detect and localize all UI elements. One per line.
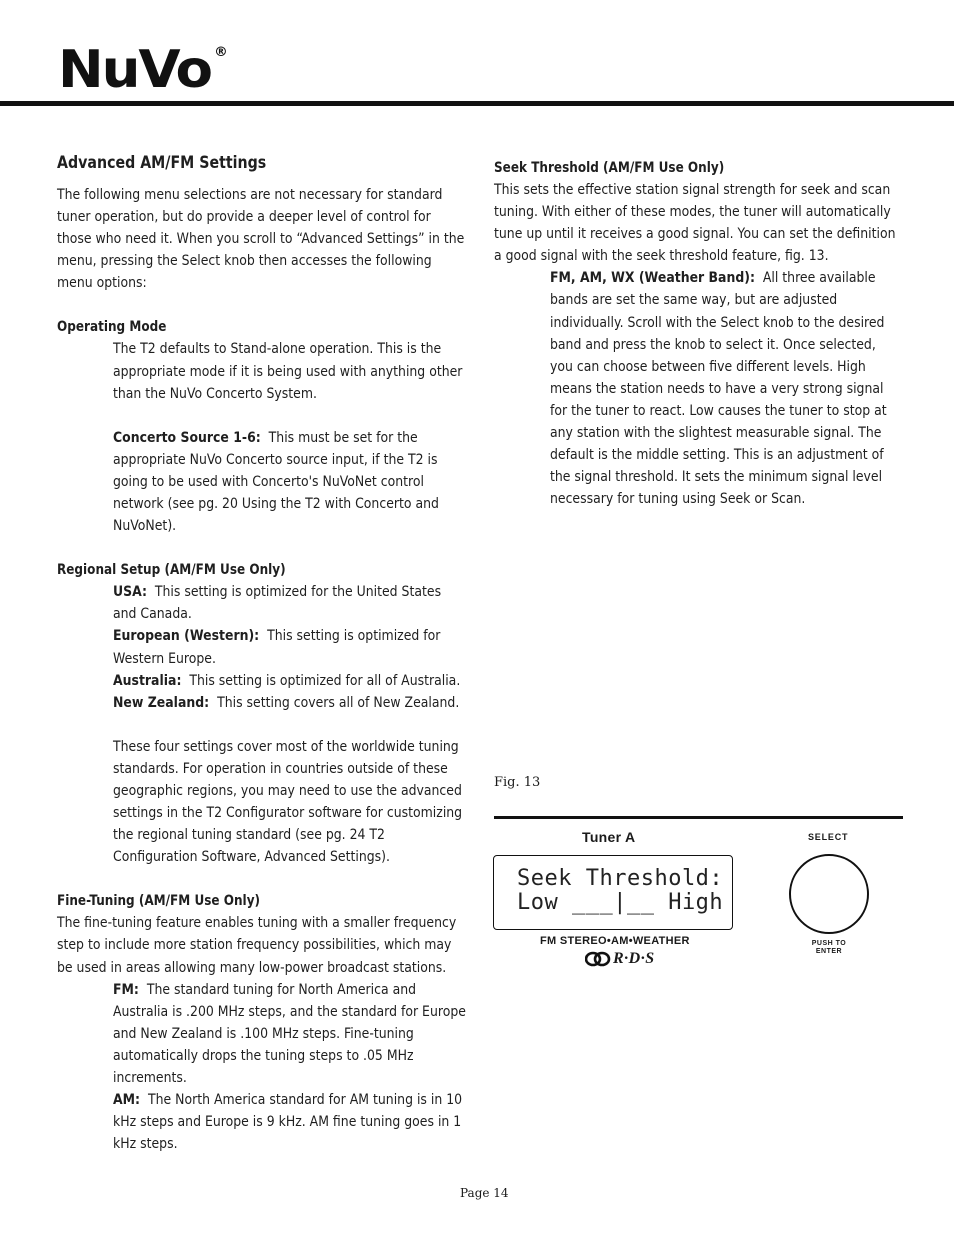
am-label: AM:	[113, 1092, 141, 1109]
seek-threshold-heading: Seek Threshold (AM/FM Use Only)	[494, 160, 725, 176]
usa-label: USA:	[113, 584, 147, 601]
select-label: SELECT	[808, 832, 849, 842]
european-text: This setting is optimized for Western Europe.	[113, 628, 441, 667]
usa-text: This setting is optimized for the United States and Canada.	[113, 584, 442, 623]
intro-paragraph: The following menu selections are not necessary for standard tuner operation, but do provide a deeper level of control for those who need it. When you scroll to “Advanced Settings” in the menu, pressing the Select knob then accesses the following menu options:	[57, 187, 465, 292]
section-title: Advanced AM/FM Settings	[57, 153, 267, 172]
am-text: The North America standard for AM tuning is in 10 kHz steps and Europe is 9 kHz. AM fine tuning goes in 1 kHz steps.	[113, 1092, 463, 1153]
tuner-name: Tuner A	[582, 829, 636, 845]
page-number: Page 14	[460, 1186, 509, 1200]
australia-text: This setting is optimized for all of Australia.	[189, 672, 461, 689]
regional-summary: These four settings cover most of the worldwide tuning standards. For operation in countries outside of these geographic regions, you may need to use the advanced settings in the T2 Configurator software for customizing the regional tuning standard (see pg. 24 T2 Configuration Software, Advanced Settings).	[113, 738, 463, 866]
lcd-line-2: Low ___|__ High	[517, 890, 724, 915]
fine-tuning-heading: Fine-Tuning (AM/FM Use Only)	[57, 893, 261, 910]
fm-label: FM:	[113, 981, 139, 998]
bands-label: FM, AM, WX (Weather Band):	[550, 270, 755, 287]
australia-label: Australia:	[113, 672, 182, 689]
concerto-source-text: This must be set for the appropriate NuVo Concerto source input, if the T2 is going to be used with Concerto's NuVoNet control network (see pg. 20 Using the T2 with Concerto and NuVoNet).	[113, 429, 439, 535]
operating-mode-heading: Operating Mode	[57, 319, 167, 336]
bands-badge: FM STEREO•AM•WEATHER	[540, 935, 690, 947]
registered-mark: ®	[214, 45, 228, 60]
fm-text: The standard tuning for North America and Australia is .200 MHz steps, and the standard for Europe and New Zealand is .100 MHz steps. Fine-tuning automatically drops the tuning steps to .05 MHz increments.	[113, 981, 466, 1086]
operating-mode-text: The T2 defaults to Stand-alone operation. This is the appropriate mode if it is being used with anything other than the NuVo Concerto System.	[113, 341, 463, 402]
new-zealand-text: This setting covers all of New Zealand.	[217, 694, 460, 711]
european-label: European (Western):	[113, 628, 260, 645]
figure-caption: Fig. 13	[494, 775, 541, 790]
push-to-enter-label: PUSH TO ENTER	[811, 940, 847, 955]
new-zealand-label: New Zealand:	[113, 694, 210, 711]
nuvo-logo	[58, 40, 228, 100]
rds-text: R·D·S	[613, 950, 655, 967]
left-column	[57, 152, 467, 1155]
bands-text: All three available bands are set the same way, but are adjusted individually. Scroll with the Select knob to the desired band and press the knob to select it. Once selected, you can choose between five different levels. High means the station needs to have a very strong signal for the tuner to react. Low causes the tuner to stop at any station with the slightest measurable signal. The default is the middle setting. This is an adjustment of the signal threshold. It sets the minimum signal level necessary for tuning using Seek or Scan.	[550, 270, 887, 508]
right-column	[494, 157, 899, 510]
fine-tuning-text: The fine-tuning feature enables tuning with a smaller frequency step to include more station frequency possibilities, which may be used in areas allowing many low-power broadcast stations.	[57, 915, 457, 976]
select-knob[interactable]	[789, 854, 869, 934]
header-rule	[0, 101, 954, 106]
rds-swirl-icon	[585, 951, 611, 967]
figure-rule	[494, 816, 903, 819]
concerto-source-label: Concerto Source 1-6:	[113, 429, 261, 446]
seek-threshold-text: This sets the effective station signal strength for seek and scan tuning. With either of these modes, the tuner will automatically tune up until it receives a good signal. You can set the definition a good signal with the seek threshold feature, fig. 13.	[494, 182, 896, 265]
rds-logo	[585, 950, 655, 968]
lcd-display	[493, 855, 733, 930]
logo-text: NuVo	[58, 40, 211, 100]
regional-setup-heading: Regional Setup (AM/FM Use Only)	[57, 562, 286, 579]
lcd-line-1: Seek Threshold:	[517, 866, 724, 891]
